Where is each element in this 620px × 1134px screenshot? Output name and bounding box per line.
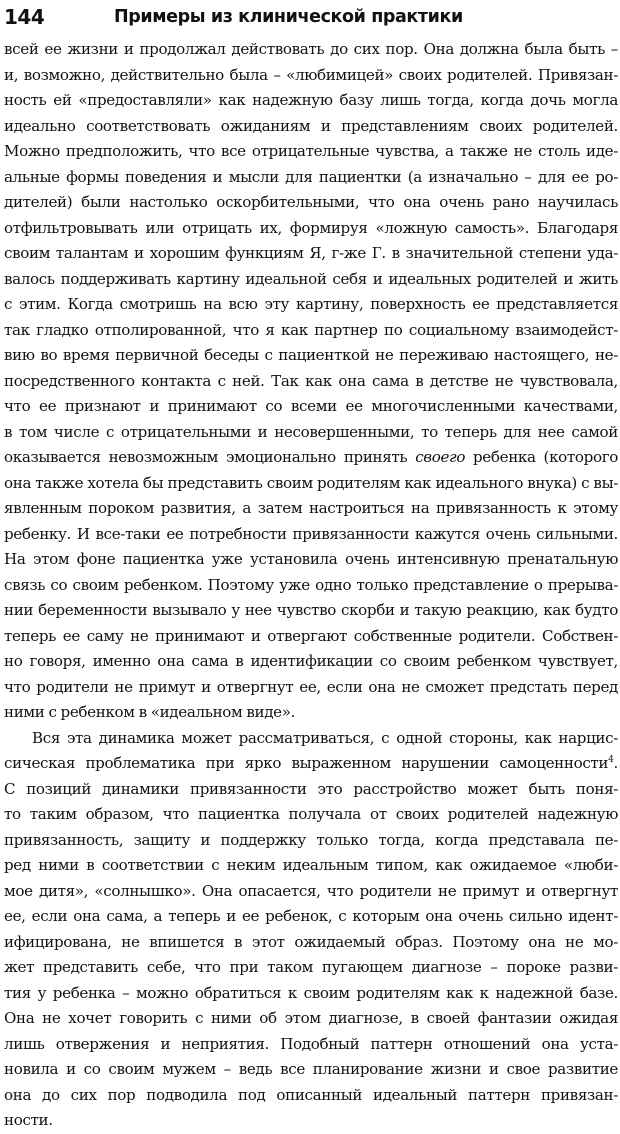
text-line: альные формы поведения и мысли для пациентки (а изначально – для ее ро- xyxy=(4,167,618,186)
text-line: дителей) были настолько оскорбительными, что она очень рано научилась xyxy=(4,193,618,211)
body-text xyxy=(4,37,618,1134)
text-line: жет представить себе, что при таком пугающем диагнозе – пороке разви- xyxy=(4,958,618,976)
text-line: ифицирована, не впишется в этот ожидаемый образ. Поэтому она не мо- xyxy=(4,932,618,951)
text-line: ность ей «предоставляли» как надежную базу лишь тогда, когда дочь могла xyxy=(4,91,618,109)
text-line: явленным пороком развития, а затем настроиться на привязанность к этому xyxy=(4,499,618,517)
text-line: нии беременности вызывало у нее чувство скорби и такую реакцию, как будто xyxy=(4,601,618,619)
text-line: что родители не примут и отвергнут ее, если она не сможет предстать перед xyxy=(4,677,618,696)
text-line: теперь ее саму не принимают и отвергают собственные родители. Собствен- xyxy=(4,626,618,645)
text-line: своим талантам и хорошим функциям Я, г-же Г. в значительной степени уда- xyxy=(4,244,618,262)
text-line-with-footnote: сическая проблематика при ярко выраженном нарушении самоценности$^4$. xyxy=(4,754,618,772)
text-line: мое дитя», «солнышко». Она опасается, что родители не примут и отвергнут xyxy=(4,881,618,900)
running-title: Примеры из клинической практики xyxy=(114,7,463,27)
text-line: валось поддерживать картину идеальной себя и идеальных родителей и жить xyxy=(4,269,618,288)
text-line: в том числе с отрицательными и несовершенными, то теперь для нее самой xyxy=(4,422,618,441)
text-line: посредственного контакта с ней. Так как она сама в детстве не чувствовала, xyxy=(4,371,618,390)
footnote-marker: 4 xyxy=(608,754,614,765)
text-line: оказывается невозможным эмоционально принять своего ребенка (которого xyxy=(4,448,618,466)
text-line-content: сическая проблематика при ярко выраженном нарушении самоценности xyxy=(4,754,609,772)
text-line: привязанность, защиту и поддержку только тогда, когда представала пе- xyxy=(4,830,618,849)
text-line: ее, если она сама, а теперь и ее ребенок, с которым она очень сильно идент- xyxy=(4,907,618,925)
text-line: Она не хочет говорить с ними об этом диагнозе, в своей фантазии ожидая xyxy=(4,1009,618,1027)
text-line: Можно предположить, что все отрицательные чувства, а также не столь иде- xyxy=(4,142,618,160)
text-line: с этим. Когда смотришь на всю эту картину, поверхность ее представляется xyxy=(4,295,618,313)
text-line: С позиций динамики привязанности это расстройство может быть поня- xyxy=(4,779,618,798)
page-number: 144 xyxy=(4,5,45,29)
paragraph-1 xyxy=(4,37,618,726)
text-line: отфильтровывать или отрицать их, формируя «ложную самость». Благодаря xyxy=(4,218,618,237)
text-line: то таким образом, что пациентка получала от своих родителей надежную xyxy=(4,805,618,823)
text-line: тия у ребенка – можно обратиться к своим родителям как к надежной базе. xyxy=(4,983,618,1002)
text-line: ними с ребенком в «идеальном виде». xyxy=(4,703,296,721)
text-line: так гладко отполированной, что я как партнер по социальному взаимодейст- xyxy=(4,320,618,339)
text-line: связь со своим ребенком. Поэтому уже одно только представление о прерыва- xyxy=(4,575,618,594)
text-line: ности. xyxy=(4,1111,53,1129)
text-line: и, возможно, действительно была – «любимицей» своих родителей. Привязан- xyxy=(4,65,618,84)
text-line: ред ними в соответствии с неким идеальным типом, как ожидаемое «люби- xyxy=(4,856,618,874)
text-line: всей ее жизни и продолжал действовать до сих пор. Она должна была быть – xyxy=(4,40,618,58)
emphasized-word: своего xyxy=(415,448,466,466)
text-line: ребенку. И все-таки ее потребности привязанности кажутся очень сильными. xyxy=(4,524,618,543)
text-line: На этом фоне пациентка уже установила очень интенсивную пренатальную xyxy=(4,550,618,568)
page-header xyxy=(4,2,616,32)
text-line: идеально соответствовать ожиданиям и представлениям своих родителей. xyxy=(4,116,618,135)
text-line: она также хотела бы представить своим родителям как идеального внука) с вы- xyxy=(4,473,618,492)
text-line: что ее признают и принимают со всеми ее многочисленными качествами, xyxy=(4,397,618,415)
paragraph-2 xyxy=(4,726,618,1134)
text-line: лишь отвержения и неприятия. Подобный паттерн отношений она уста- xyxy=(4,1034,618,1053)
text-line: она до сих пор подводила под описанный идеальный паттерн привязан- xyxy=(4,1085,618,1104)
text-line: но говоря, именно она сама в идентификации со своим ребенком чувствует, xyxy=(4,652,618,670)
text-line: новила и со своим мужем – ведь все планирование жизни и свое развитие xyxy=(4,1060,618,1078)
text-line: Вся эта динамика может рассматриваться, с одной стороны, как нарцис- xyxy=(32,728,618,747)
text-line: вию во время первичной беседы с пациенткой не переживаю настоящего, не- xyxy=(4,346,618,364)
